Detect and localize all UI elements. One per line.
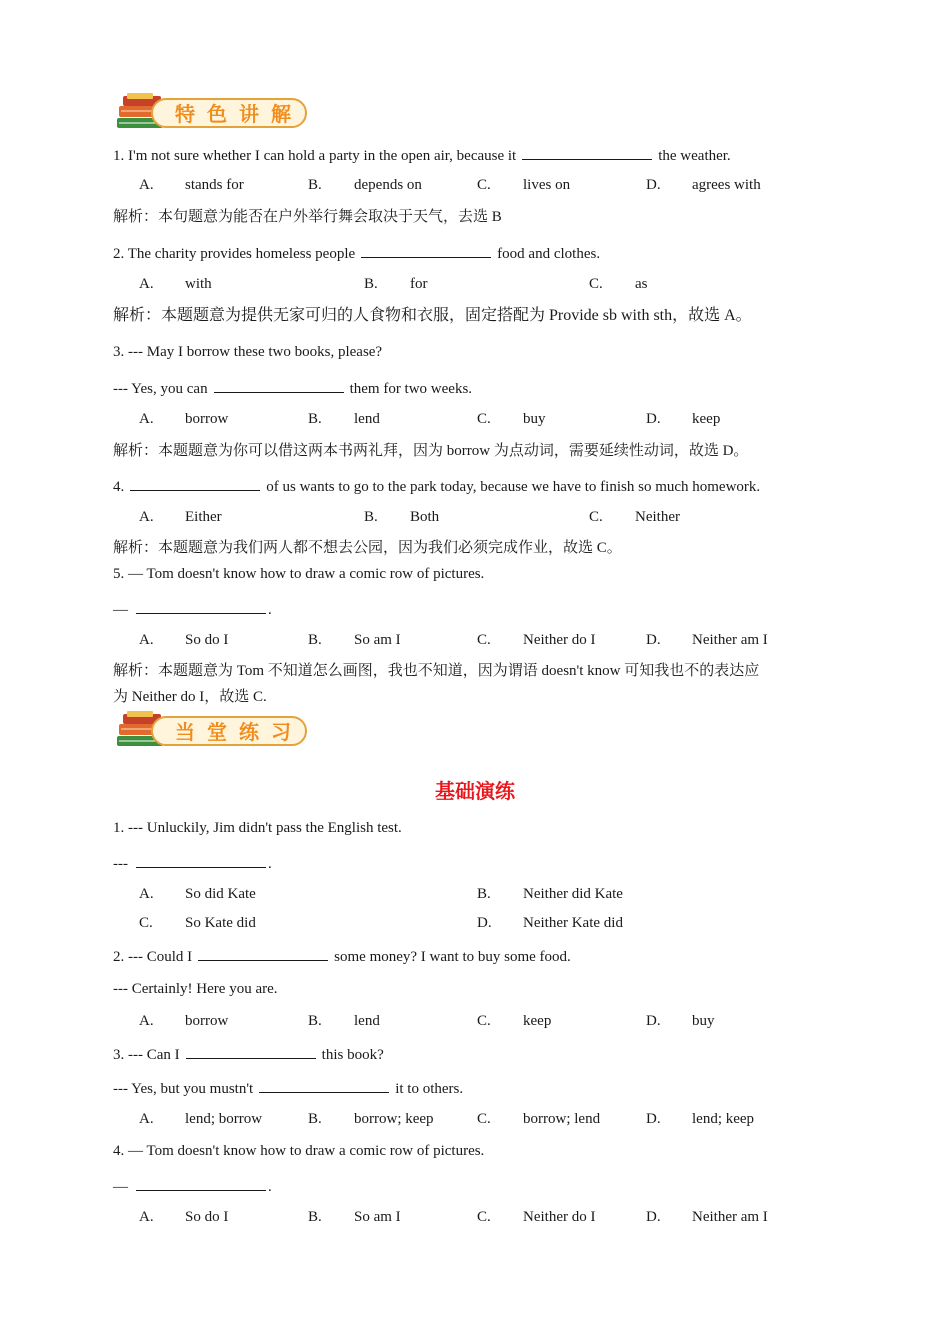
answer-blank bbox=[136, 1175, 266, 1191]
option-letter: A. bbox=[139, 1111, 154, 1127]
option-letter: B. bbox=[477, 886, 491, 902]
section-banner-featured bbox=[113, 90, 313, 140]
option-text: keep bbox=[692, 411, 721, 427]
option-letter: C. bbox=[477, 1209, 491, 1225]
question-1-stem: 1. I'm not sure whether I can hold a party in the open air, because it the weather. bbox=[113, 144, 731, 166]
option-text: lend bbox=[354, 1013, 380, 1029]
option-text: So did Kate bbox=[185, 886, 256, 902]
practice-2-reply: --- Certainly! Here you are. bbox=[113, 981, 278, 997]
option-text: borrow; keep bbox=[354, 1111, 434, 1127]
option-text: So Kate did bbox=[185, 915, 256, 931]
practice-1-stem: 1. --- Unluckily, Jim didn't pass the English test. bbox=[113, 820, 402, 836]
answer-blank bbox=[361, 242, 491, 258]
option-letter: D. bbox=[646, 411, 661, 427]
option-text: keep bbox=[523, 1013, 552, 1029]
option-letter: B. bbox=[308, 1209, 322, 1225]
option-letter: C. bbox=[589, 276, 603, 292]
answer-blank bbox=[198, 945, 328, 961]
option-text: with bbox=[185, 276, 212, 292]
option-letter: A. bbox=[139, 1013, 154, 1029]
option-text: lend; keep bbox=[692, 1111, 755, 1127]
question-5-analysis-line1: 解析：本题题意为 Tom 不知道怎么画图，我也不知道，因为谓语 doesn't know 可知我也不的表达应 bbox=[113, 663, 760, 679]
practice-4-reply: — . bbox=[113, 1175, 272, 1197]
option-text: Neither bbox=[635, 509, 680, 525]
question-2-analysis: 解析：本题题意为提供无家可归的人食物和衣服，固定搭配为 Provide sb with sth，故选 A。 bbox=[113, 307, 752, 324]
banner-title: 特色讲解 bbox=[175, 102, 303, 126]
section-title: 基础演练 bbox=[435, 779, 515, 803]
option-letter: A. bbox=[139, 411, 154, 427]
option-letter: D. bbox=[646, 177, 661, 193]
option-letter: B. bbox=[308, 177, 322, 193]
option-text: as bbox=[635, 276, 648, 292]
question-1-analysis: 解析：本句题意为能否在户外举行舞会取决于天气，去选 B bbox=[113, 209, 502, 225]
option-text: So do I bbox=[185, 632, 229, 648]
option-letter: C. bbox=[589, 509, 603, 525]
question-4-stem: 4. of us wants to go to the park today, because we have to finish so much homework. bbox=[113, 475, 760, 497]
option-letter: C. bbox=[477, 177, 491, 193]
option-text: Neither am I bbox=[692, 632, 768, 648]
option-letter: C. bbox=[477, 411, 491, 427]
question-5-stem: 5. — Tom doesn't know how to draw a comic row of pictures. bbox=[113, 566, 485, 582]
option-text: for bbox=[410, 276, 428, 292]
option-text: borrow bbox=[185, 1013, 229, 1029]
question-3-reply: --- Yes, you can them for two weeks. bbox=[113, 377, 472, 399]
practice-3-reply: --- Yes, but you mustn't it to others. bbox=[113, 1077, 463, 1099]
option-letter: B. bbox=[308, 1111, 322, 1127]
option-text: Neither Kate did bbox=[523, 915, 623, 931]
option-letter: A. bbox=[139, 886, 154, 902]
option-text: Neither did Kate bbox=[523, 886, 623, 902]
question-5-analysis-line2: 为 Neither do I，故选 C. bbox=[113, 689, 267, 705]
answer-blank bbox=[259, 1077, 389, 1093]
practice-3-stem: 3. --- Can I this book? bbox=[113, 1043, 384, 1065]
banner-title: 当堂练习 bbox=[175, 720, 303, 744]
question-4-analysis: 解析：本题题意为我们两人都不想去公园，因为我们必须完成作业，故选 C。 bbox=[113, 540, 622, 556]
option-text: Neither do I bbox=[523, 632, 596, 648]
option-text: So am I bbox=[354, 632, 401, 648]
option-letter: D. bbox=[646, 1111, 661, 1127]
option-text: lives on bbox=[523, 177, 571, 193]
option-letter: A. bbox=[139, 1209, 154, 1225]
answer-blank bbox=[186, 1043, 316, 1059]
option-letter: C. bbox=[477, 1013, 491, 1029]
option-letter: B. bbox=[364, 509, 378, 525]
answer-blank bbox=[130, 475, 260, 491]
option-text: buy bbox=[692, 1013, 715, 1029]
answer-blank bbox=[136, 852, 266, 868]
option-text: lend bbox=[354, 411, 380, 427]
answer-blank bbox=[136, 598, 266, 614]
option-text: depends on bbox=[354, 177, 422, 193]
answer-blank bbox=[214, 377, 344, 393]
option-letter: B. bbox=[364, 276, 378, 292]
section-banner-practice bbox=[113, 708, 313, 758]
option-text: Either bbox=[185, 509, 222, 525]
option-letter: A. bbox=[139, 276, 154, 292]
option-letter: D. bbox=[477, 915, 492, 931]
answer-blank bbox=[522, 144, 652, 160]
option-letter: D. bbox=[646, 632, 661, 648]
practice-2-stem: 2. --- Could I some money? I want to buy some food. bbox=[113, 945, 571, 967]
option-letter: C. bbox=[139, 915, 153, 931]
question-2-stem: 2. The charity provides homeless people food and clothes. bbox=[113, 242, 600, 264]
option-text: buy bbox=[523, 411, 546, 427]
question-3-stem: 3. --- May I borrow these two books, please? bbox=[113, 344, 383, 360]
option-letter: B. bbox=[308, 411, 322, 427]
option-letter: D. bbox=[646, 1013, 661, 1029]
option-text: borrow bbox=[185, 411, 229, 427]
option-letter: C. bbox=[477, 1111, 491, 1127]
option-text: So do I bbox=[185, 1209, 229, 1225]
question-5-reply: — . bbox=[113, 598, 272, 620]
option-letter: B. bbox=[308, 1013, 322, 1029]
option-text: borrow; lend bbox=[523, 1111, 601, 1127]
option-letter: A. bbox=[139, 177, 154, 193]
option-text: Both bbox=[410, 509, 440, 525]
practice-4-stem: 4. — Tom doesn't know how to draw a comic row of pictures. bbox=[113, 1143, 485, 1159]
option-text: Neither am I bbox=[692, 1209, 768, 1225]
option-letter: D. bbox=[646, 1209, 661, 1225]
option-text: stands for bbox=[185, 177, 244, 193]
practice-1-reply: --- . bbox=[113, 852, 272, 874]
option-text: So am I bbox=[354, 1209, 401, 1225]
option-text: lend; borrow bbox=[185, 1111, 263, 1127]
option-letter: A. bbox=[139, 509, 154, 525]
question-3-analysis: 解析：本题题意为你可以借这两本书两礼拜，因为 borrow 为点动词，需要延续性动词，故选 D。 bbox=[113, 443, 749, 459]
option-text: agrees with bbox=[692, 177, 761, 193]
option-letter: C. bbox=[477, 632, 491, 648]
option-letter: B. bbox=[308, 632, 322, 648]
option-letter: A. bbox=[139, 632, 154, 648]
option-text: Neither do I bbox=[523, 1209, 596, 1225]
